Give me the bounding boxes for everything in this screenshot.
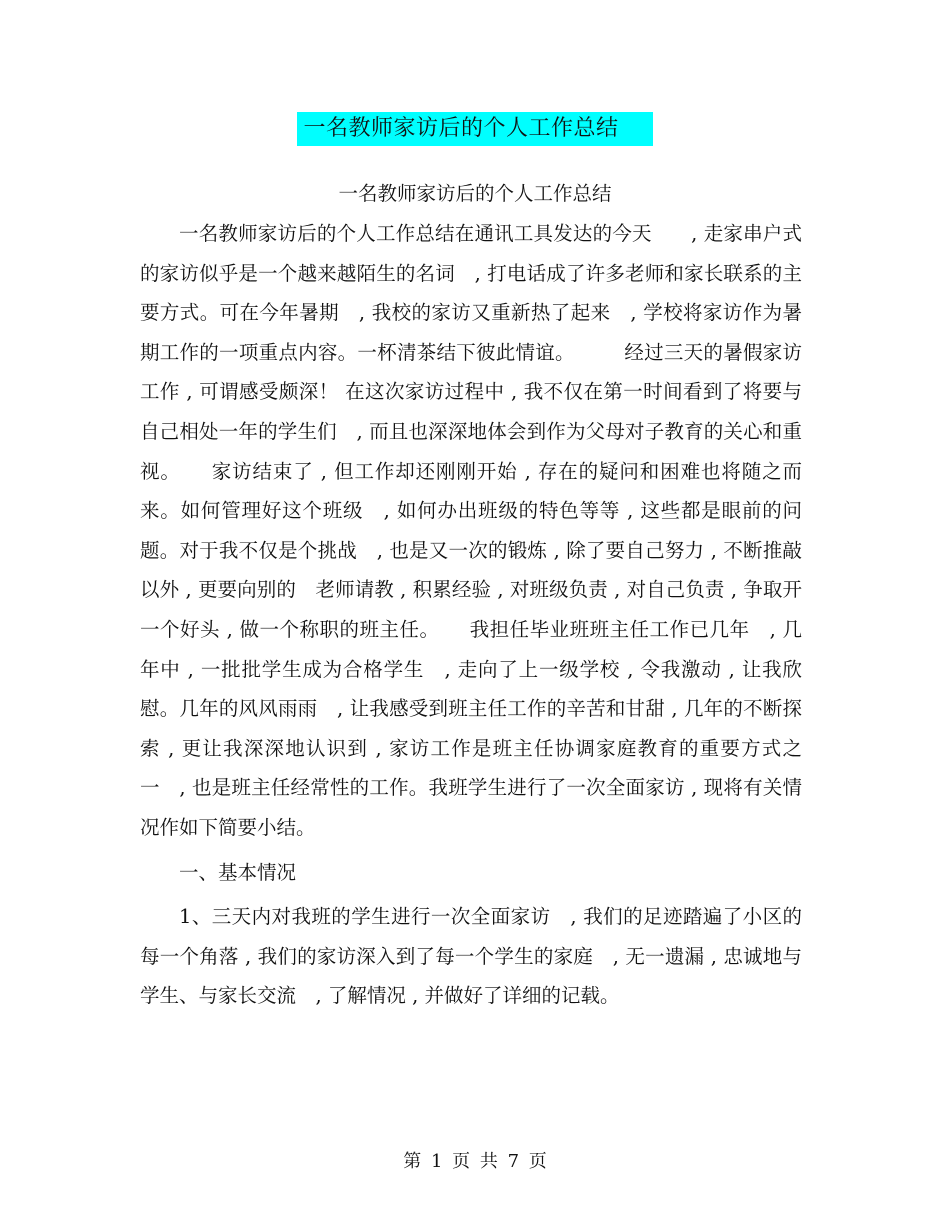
document-title-highlighted: 一名教师家访后的个人工作总结 bbox=[297, 112, 652, 146]
body-paragraph: 一名教师家访后的个人工作总结在通讯工具发达的今天 , 走家串户式的家访似乎是一个越来越陌生的名词 , 打电话成了许多老师和家长联系的主要方式。可在今年暑期 , 我校的家访又重新热了起来 , 学校将家访作为暑期工作的一项重点内容。一杯清茶结下彼此情谊。 经过三天的暑假家访工作 , 可谓感受颇深！ 在这次家访过程中 , 我不仅在第一时间看到了将要与自己相处一年的学生们 , 而且也深深地体会到作为父母对子教育的关心和重视。 家访结束了 , 但工作却还刚刚开始 , 存在的疑问和困难也将随之而来。如何管理好这个班级 , 如何办出班级的特色等等 , 这些都是眼前的问题。对于我不仅是个挑战 , 也是又一次的锻炼 , 除了要自己努力 , 不断推敲以外 , 更要向别的 老师请教 , 积累经验 , 对班级负责 , 对自己负责 , 争取开一个好头 , 做一个称职的班主任。 我担任毕业班班主任工作已几年 , 几年中 , 一批批学生成为合格学生 , 走向了上一级学校 , 令我激动 , 让我欣慰。几年的风风雨雨 , 让我感受到班主任工作的辛苦和甘甜 , 几年的不断探索 , 更让我深深地认识到 , 家访工作是班主任协调家庭教育的重要方式之一 , 也是班主任经常性的工作。我班学生进行了一次全面家访 , 现将有关情况作如下简要小结。 bbox=[140, 222, 802, 839]
document-body bbox=[140, 214, 802, 1016]
page-footer: 第 1 页 共 7 页 bbox=[403, 1151, 547, 1172]
document-subtitle: 一名教师家访后的个人工作总结 bbox=[338, 182, 612, 205]
section-heading-basic-situation: 一、基本情况 bbox=[179, 860, 297, 884]
document-title-row bbox=[0, 112, 950, 146]
list-item-1: 1、三天内对我班的学生进行一次全面家访 , 我们的足迹踏遍了小区的每一个角落 , 我们的家访深入到了每一个学生的家庭 , 无一遗漏 , 忠诚地与学生、与家长交流 , 了解情况 , 并做好了详细的记载。 bbox=[140, 905, 802, 1008]
